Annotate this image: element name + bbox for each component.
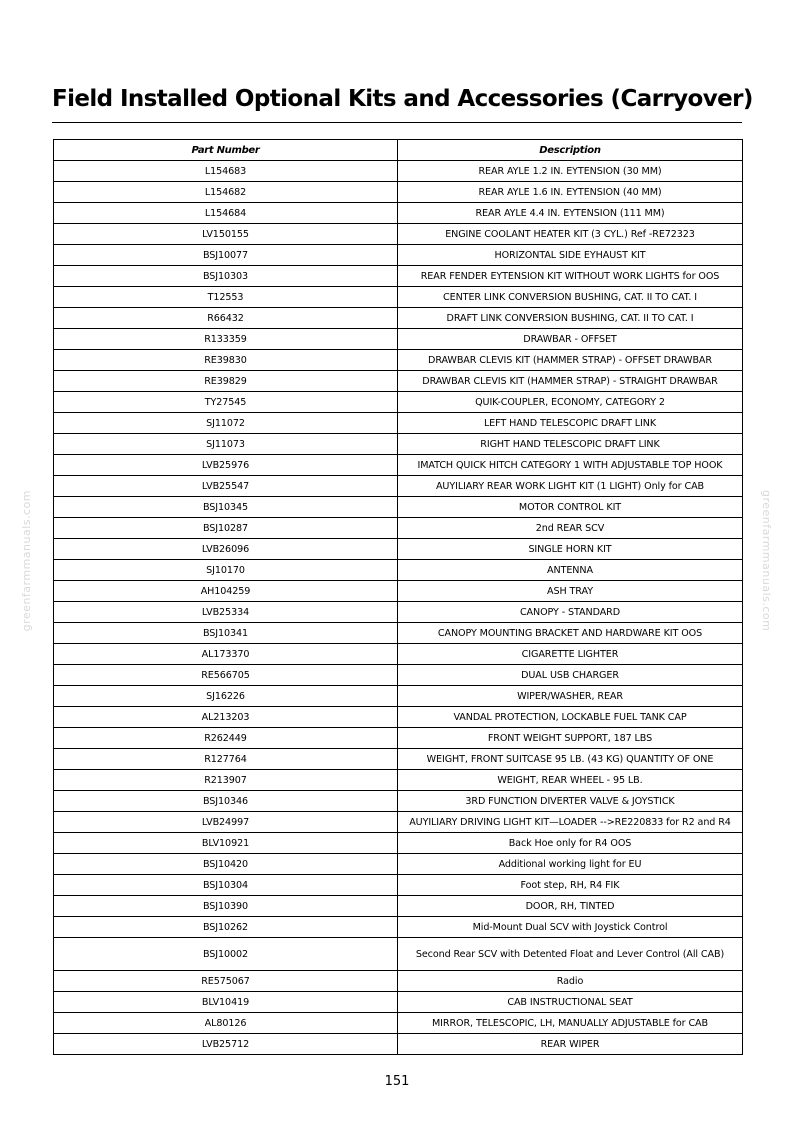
description-cell: CANOPY - STANDARD [398, 602, 743, 623]
description-cell: REAR FENDER EYTENSION KIT WITHOUT WORK LIGHTS for OOS [398, 266, 743, 287]
part-number-cell: LVB25976 [54, 455, 398, 476]
description-cell: REAR AYLE 4.4 IN. EYTENSION (111 MM) [398, 203, 743, 224]
table-row [54, 266, 743, 287]
table-row [54, 833, 743, 854]
title-underline [52, 122, 742, 123]
header-part-number: Part Number [54, 140, 398, 161]
part-number-cell: SJ10170 [54, 560, 398, 581]
part-number-cell: LVB24997 [54, 812, 398, 833]
description-cell: WEIGHT, FRONT SUITCASE 95 LB. (43 KG) QUANTITY OF ONE [398, 749, 743, 770]
table-row [54, 749, 743, 770]
table-row [54, 455, 743, 476]
table-row [54, 476, 743, 497]
description-cell: 2nd REAR SCV [398, 518, 743, 539]
table-row [54, 245, 743, 266]
table-row [54, 1034, 743, 1055]
description-cell: Radio [398, 971, 743, 992]
part-number-cell: RE39829 [54, 371, 398, 392]
table-row [54, 350, 743, 371]
description-cell: RIGHT HAND TELESCOPIC DRAFT LINK [398, 434, 743, 455]
table-row [54, 434, 743, 455]
table-row [54, 791, 743, 812]
description-cell: Second Rear SCV with Detented Float and Lever Control (All CAB) [398, 938, 743, 971]
description-cell: ANTENNA [398, 560, 743, 581]
description-cell: 3RD FUNCTION DIVERTER VALVE & JOYSTICK [398, 791, 743, 812]
description-cell: Additional working light for EU [398, 854, 743, 875]
page-title: Field Installed Optional Kits and Accessories (Carryover) [52, 86, 753, 112]
part-number-cell: R66432 [54, 308, 398, 329]
part-number-cell: BLV10921 [54, 833, 398, 854]
part-number-cell: LVB25334 [54, 602, 398, 623]
watermark-right: greenfarmmanuals.com [760, 490, 773, 632]
part-number-cell: RE575067 [54, 971, 398, 992]
part-number-cell: L154684 [54, 203, 398, 224]
description-cell: FRONT WEIGHT SUPPORT, 187 LBS [398, 728, 743, 749]
part-number-cell: R133359 [54, 329, 398, 350]
part-number-cell: TY27545 [54, 392, 398, 413]
table-row [54, 728, 743, 749]
part-number-cell: AL173370 [54, 644, 398, 665]
description-cell: HORIZONTAL SIDE EYHAUST KIT [398, 245, 743, 266]
table-row [54, 329, 743, 350]
table-row [54, 938, 743, 971]
description-cell: CAB INSTRUCTIONAL SEAT [398, 992, 743, 1013]
part-number-cell: SJ11073 [54, 434, 398, 455]
description-cell: REAR WIPER [398, 1034, 743, 1055]
part-number-cell: BSJ10390 [54, 896, 398, 917]
table-row [54, 392, 743, 413]
part-number-cell: T12553 [54, 287, 398, 308]
part-number-cell: SJ11072 [54, 413, 398, 434]
description-cell: IMATCH QUICK HITCH CATEGORY 1 WITH ADJUSTABLE TOP HOOK [398, 455, 743, 476]
table-row [54, 413, 743, 434]
part-number-cell: LVB25712 [54, 1034, 398, 1055]
table-row [54, 539, 743, 560]
page-number: 151 [384, 1074, 410, 1089]
table-row [54, 971, 743, 992]
table-row [54, 224, 743, 245]
table-row [54, 602, 743, 623]
description-cell: DRAWBAR CLEVIS KIT (HAMMER STRAP) - OFFSET DRAWBAR [398, 350, 743, 371]
description-cell: DUAL USB CHARGER [398, 665, 743, 686]
watermark-left: greenfarmmanuals.com [20, 490, 33, 632]
table-row [54, 161, 743, 182]
part-number-cell: BSJ10346 [54, 791, 398, 812]
table-row [54, 644, 743, 665]
table-row [54, 896, 743, 917]
description-cell: REAR AYLE 1.6 IN. EYTENSION (40 MM) [398, 182, 743, 203]
table-row [54, 371, 743, 392]
description-cell: WEIGHT, REAR WHEEL - 95 LB. [398, 770, 743, 791]
description-cell: Back Hoe only for R4 OOS [398, 833, 743, 854]
table-row [54, 812, 743, 833]
part-number-cell: BSJ10077 [54, 245, 398, 266]
table-row [54, 707, 743, 728]
table-row [54, 875, 743, 896]
part-number-cell: BLV10419 [54, 992, 398, 1013]
description-cell: VANDAL PROTECTION, LOCKABLE FUEL TANK CAP [398, 707, 743, 728]
description-cell: Foot step, RH, R4 FIK [398, 875, 743, 896]
parts-table-body [54, 161, 743, 1055]
part-number-cell: BSJ10304 [54, 875, 398, 896]
table-row [54, 665, 743, 686]
description-cell: QUIK-COUPLER, ECONOMY, CATEGORY 2 [398, 392, 743, 413]
table-row [54, 497, 743, 518]
table-row [54, 287, 743, 308]
table-row [54, 770, 743, 791]
part-number-cell: AL213203 [54, 707, 398, 728]
part-number-cell: R213907 [54, 770, 398, 791]
part-number-cell: L154682 [54, 182, 398, 203]
description-cell: DRAWBAR CLEVIS KIT (HAMMER STRAP) - STRAIGHT DRAWBAR [398, 371, 743, 392]
part-number-cell: BSJ10345 [54, 497, 398, 518]
table-row [54, 854, 743, 875]
part-number-cell: BSJ10262 [54, 917, 398, 938]
table-row [54, 1013, 743, 1034]
part-number-cell: BSJ10341 [54, 623, 398, 644]
description-cell: DRAWBAR - OFFSET [398, 329, 743, 350]
description-cell: CIGARETTE LIGHTER [398, 644, 743, 665]
table-row [54, 182, 743, 203]
table-row [54, 518, 743, 539]
description-cell: REAR AYLE 1.2 IN. EYTENSION (30 MM) [398, 161, 743, 182]
description-cell: DRAFT LINK CONVERSION BUSHING, CAT. II TO CAT. I [398, 308, 743, 329]
table-row [54, 560, 743, 581]
description-cell: ENGINE COOLANT HEATER KIT (3 CYL.) Ref -RE72323 [398, 224, 743, 245]
description-cell: LEFT HAND TELESCOPIC DRAFT LINK [398, 413, 743, 434]
table-row [54, 917, 743, 938]
header-description: Description [398, 140, 743, 161]
part-number-cell: R127764 [54, 749, 398, 770]
description-cell: CENTER LINK CONVERSION BUSHING, CAT. II TO CAT. I [398, 287, 743, 308]
part-number-cell: BSJ10303 [54, 266, 398, 287]
description-cell: SINGLE HORN KIT [398, 539, 743, 560]
part-number-cell: AH104259 [54, 581, 398, 602]
part-number-cell: LV150155 [54, 224, 398, 245]
table-row [54, 686, 743, 707]
part-number-cell: BSJ10287 [54, 518, 398, 539]
part-number-cell: AL80126 [54, 1013, 398, 1034]
description-cell: WIPER/WASHER, REAR [398, 686, 743, 707]
part-number-cell: R262449 [54, 728, 398, 749]
part-number-cell: L154683 [54, 161, 398, 182]
description-cell: AUYILIARY REAR WORK LIGHT KIT (1 LIGHT) Only for CAB [398, 476, 743, 497]
part-number-cell: LVB25547 [54, 476, 398, 497]
part-number-cell: LVB26096 [54, 539, 398, 560]
part-number-cell: BSJ10002 [54, 938, 398, 971]
table-row [54, 992, 743, 1013]
part-number-cell: RE39830 [54, 350, 398, 371]
part-number-cell: RE566705 [54, 665, 398, 686]
table-header-row [54, 140, 743, 161]
parts-table [53, 139, 743, 1055]
description-cell: MOTOR CONTROL KIT [398, 497, 743, 518]
description-cell: DOOR, RH, TINTED [398, 896, 743, 917]
description-cell: AUYILIARY DRIVING LIGHT KIT—LOADER -->RE220833 for R2 and R4 [398, 812, 743, 833]
description-cell: ASH TRAY [398, 581, 743, 602]
table-row [54, 623, 743, 644]
table-row [54, 203, 743, 224]
table-row [54, 308, 743, 329]
part-number-cell: BSJ10420 [54, 854, 398, 875]
table-row [54, 581, 743, 602]
part-number-cell: SJ16226 [54, 686, 398, 707]
description-cell: Mid-Mount Dual SCV with Joystick Control [398, 917, 743, 938]
description-cell: CANOPY MOUNTING BRACKET AND HARDWARE KIT OOS [398, 623, 743, 644]
description-cell: MIRROR, TELESCOPIC, LH, MANUALLY ADJUSTABLE for CAB [398, 1013, 743, 1034]
